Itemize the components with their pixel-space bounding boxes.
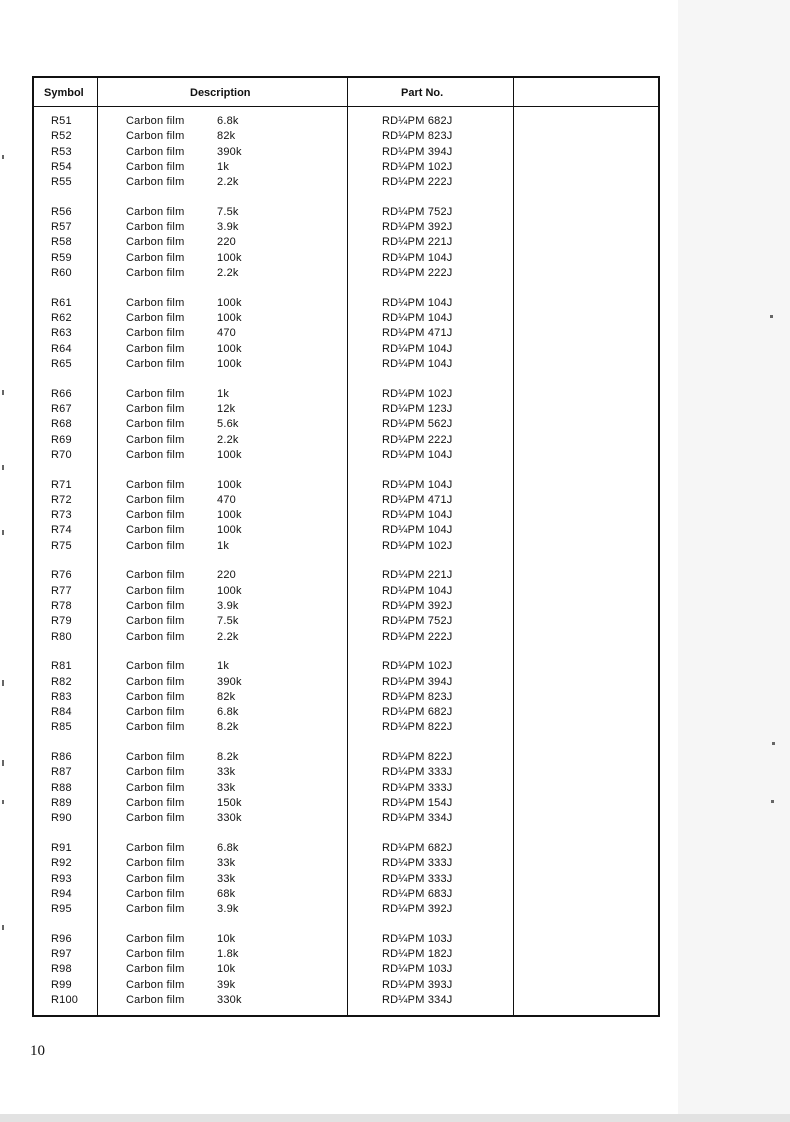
cell-value: 100k — [217, 524, 242, 537]
cell-part-no: RD¼PM 104J — [382, 296, 453, 309]
cell-value: 10k — [217, 932, 236, 945]
cell-symbol: R54 — [51, 160, 72, 173]
cell-part-no: RD¼PM 104J — [382, 312, 453, 325]
cell-symbol: R98 — [51, 963, 72, 976]
cell-value: 1.8k — [217, 948, 239, 961]
cell-part-no: RD¼PM 823J — [382, 690, 453, 703]
cell-symbol: R64 — [51, 342, 72, 355]
cell-symbol: R61 — [51, 296, 72, 309]
scan-mark — [2, 530, 4, 535]
row-group — [34, 841, 658, 917]
cell-symbol: R59 — [51, 251, 72, 264]
cell-part-no: RD¼PM 104J — [382, 251, 453, 264]
row-group — [34, 114, 658, 190]
cell-value: 100k — [217, 251, 242, 264]
cell-symbol: R88 — [51, 781, 72, 794]
cell-type: Carbon film — [126, 978, 185, 991]
cell-part-no: RD¼PM 683J — [382, 887, 453, 900]
cell-value: 6.8k — [217, 842, 239, 854]
cell-symbol: R93 — [51, 872, 72, 885]
cell-value: 2.2k — [217, 176, 239, 189]
cell-part-no: RD¼PM 562J — [382, 418, 453, 431]
scan-mark — [2, 155, 4, 159]
cell-value: 100k — [217, 478, 242, 491]
table-row — [34, 659, 658, 674]
row-group — [34, 296, 658, 372]
cell-part-no: RD¼PM 104J — [382, 509, 453, 522]
cell-part-no: RD¼PM 104J — [382, 357, 453, 370]
cell-value: 33k — [217, 872, 236, 885]
cell-part-no: RD¼PM 222J — [382, 433, 453, 446]
scan-mark — [772, 742, 775, 745]
cell-part-no: RD¼PM 104J — [382, 524, 453, 537]
table-row — [34, 175, 658, 190]
cell-type: Carbon film — [126, 160, 185, 173]
table-row — [34, 796, 658, 811]
cell-type: Carbon film — [126, 387, 185, 400]
cell-symbol: R66 — [51, 387, 72, 400]
cell-value: 220 — [217, 569, 236, 582]
cell-type: Carbon film — [126, 887, 185, 900]
cell-type: Carbon film — [126, 842, 185, 854]
cell-type: Carbon film — [126, 448, 185, 461]
cell-symbol: R87 — [51, 766, 72, 779]
table-row — [34, 568, 658, 583]
table-row — [34, 993, 658, 1008]
scan-mark — [2, 925, 4, 930]
cell-value: 3.9k — [217, 903, 239, 916]
table-row — [34, 205, 658, 220]
cell-type: Carbon film — [126, 524, 185, 537]
table-row — [34, 811, 658, 826]
table-row — [34, 448, 658, 463]
table-row — [34, 584, 658, 599]
table-row — [34, 266, 658, 281]
cell-value: 7.5k — [217, 615, 239, 628]
table-row — [34, 220, 658, 235]
scan-mark — [2, 465, 4, 470]
cell-symbol: R74 — [51, 524, 72, 537]
cell-value: 1k — [217, 660, 230, 673]
cell-symbol: R79 — [51, 615, 72, 628]
table-row — [34, 675, 658, 690]
cell-type: Carbon film — [126, 948, 185, 961]
cell-symbol: R63 — [51, 327, 72, 340]
cell-value: 100k — [217, 342, 242, 355]
table-row — [34, 690, 658, 705]
cell-value: 33k — [217, 781, 236, 794]
cell-type: Carbon film — [126, 509, 185, 522]
cell-type: Carbon film — [126, 296, 185, 309]
cell-type: Carbon film — [126, 342, 185, 355]
cell-part-no: RD¼PM 822J — [382, 751, 453, 764]
cell-part-no: RD¼PM 823J — [382, 130, 453, 143]
cell-value: 470 — [217, 493, 236, 506]
cell-value: 100k — [217, 584, 242, 597]
table-row — [34, 765, 658, 780]
cell-type: Carbon film — [126, 812, 185, 825]
cell-symbol: R53 — [51, 145, 72, 158]
page-edge-shadow — [678, 0, 790, 1122]
cell-symbol: R78 — [51, 599, 72, 612]
cell-part-no: RD¼PM 822J — [382, 721, 453, 734]
table-row — [34, 978, 658, 993]
table-row — [34, 478, 658, 493]
cell-part-no: RD¼PM 104J — [382, 584, 453, 597]
cell-value: 82k — [217, 130, 236, 143]
row-group — [34, 659, 658, 735]
cell-part-no: RD¼PM 393J — [382, 978, 453, 991]
cell-type: Carbon film — [126, 584, 185, 597]
cell-part-no: RD¼PM 221J — [382, 569, 453, 582]
bottom-edge-strip — [0, 1114, 790, 1122]
cell-type: Carbon film — [126, 932, 185, 945]
cell-part-no: RD¼PM 752J — [382, 615, 453, 628]
cell-symbol: R52 — [51, 130, 72, 143]
row-group — [34, 205, 658, 281]
cell-symbol: R100 — [51, 994, 79, 1007]
cell-part-no: RD¼PM 392J — [382, 221, 453, 234]
cell-part-no: RD¼PM 222J — [382, 630, 453, 643]
scan-mark — [770, 315, 773, 318]
cell-part-no: RD¼PM 102J — [382, 160, 453, 173]
cell-type: Carbon film — [126, 312, 185, 325]
cell-type: Carbon film — [126, 221, 185, 234]
cell-value: 1k — [217, 539, 230, 552]
cell-type: Carbon film — [126, 115, 185, 127]
cell-value: 100k — [217, 296, 242, 309]
cell-symbol: R90 — [51, 812, 72, 825]
cell-value: 7.5k — [217, 205, 239, 218]
cell-value: 100k — [217, 312, 242, 325]
cell-type: Carbon film — [126, 251, 185, 264]
cell-symbol: R85 — [51, 721, 72, 734]
cell-symbol: R72 — [51, 493, 72, 506]
table-row — [34, 887, 658, 902]
cell-symbol: R84 — [51, 706, 72, 719]
cell-symbol: R83 — [51, 690, 72, 703]
cell-symbol: R58 — [51, 236, 72, 249]
cell-type: Carbon film — [126, 493, 185, 506]
cell-symbol: R69 — [51, 433, 72, 446]
cell-part-no: RD¼PM 334J — [382, 994, 453, 1007]
cell-part-no: RD¼PM 102J — [382, 387, 453, 400]
table-row — [34, 705, 658, 720]
cell-part-no: RD¼PM 392J — [382, 903, 453, 916]
cell-type: Carbon film — [126, 721, 185, 734]
cell-part-no: RD¼PM 471J — [382, 327, 453, 340]
table-row — [34, 357, 658, 372]
scan-mark — [2, 760, 4, 766]
cell-symbol: R96 — [51, 932, 72, 945]
cell-value: 5.6k — [217, 418, 239, 431]
header-description: Description — [190, 87, 251, 99]
cell-symbol: R73 — [51, 509, 72, 522]
table-header — [34, 78, 658, 107]
cell-type: Carbon film — [126, 781, 185, 794]
cell-value: 10k — [217, 963, 236, 976]
cell-symbol: R97 — [51, 948, 72, 961]
cell-type: Carbon film — [126, 963, 185, 976]
cell-type: Carbon film — [126, 357, 185, 370]
cell-type: Carbon film — [126, 706, 185, 719]
cell-part-no: RD¼PM 333J — [382, 857, 453, 870]
cell-value: 8.2k — [217, 721, 239, 734]
cell-value: 330k — [217, 812, 242, 825]
cell-value: 1k — [217, 387, 230, 400]
cell-part-no: RD¼PM 104J — [382, 342, 453, 355]
cell-value: 33k — [217, 766, 236, 779]
cell-part-no: RD¼PM 394J — [382, 675, 453, 688]
page-number: 10 — [30, 1043, 45, 1059]
cell-symbol: R82 — [51, 675, 72, 688]
cell-type: Carbon film — [126, 630, 185, 643]
cell-type: Carbon film — [126, 205, 185, 218]
cell-symbol: R86 — [51, 751, 72, 764]
cell-part-no: RD¼PM 154J — [382, 797, 453, 810]
header-part-no: Part No. — [401, 87, 444, 99]
table-row — [34, 599, 658, 614]
cell-part-no: RD¼PM 222J — [382, 176, 453, 189]
cell-symbol: R99 — [51, 978, 72, 991]
cell-part-no: RD¼PM 471J — [382, 493, 453, 506]
cell-symbol: R56 — [51, 205, 72, 218]
cell-symbol: R71 — [51, 478, 72, 491]
cell-symbol: R92 — [51, 857, 72, 870]
table-row — [34, 387, 658, 402]
table-row — [34, 114, 658, 129]
cell-part-no: RD¼PM 104J — [382, 448, 453, 461]
cell-value: 100k — [217, 357, 242, 370]
table-row — [34, 781, 658, 796]
table-row — [34, 932, 658, 947]
cell-type: Carbon film — [126, 751, 185, 764]
cell-symbol: R67 — [51, 402, 72, 415]
cell-type: Carbon film — [126, 539, 185, 552]
cell-part-no: RD¼PM 334J — [382, 812, 453, 825]
cell-symbol: R70 — [51, 448, 72, 461]
cell-type: Carbon film — [126, 872, 185, 885]
scan-mark — [2, 800, 4, 804]
cell-symbol: R80 — [51, 630, 72, 643]
cell-value: 390k — [217, 675, 242, 688]
table-row — [34, 841, 658, 856]
scan-mark — [2, 390, 4, 395]
cell-type: Carbon film — [126, 797, 185, 810]
table-row — [34, 614, 658, 629]
cell-value: 2.2k — [217, 630, 239, 643]
cell-symbol: R68 — [51, 418, 72, 431]
cell-value: 330k — [217, 994, 242, 1007]
table-row — [34, 947, 658, 962]
cell-type: Carbon film — [126, 660, 185, 673]
table-row — [34, 417, 658, 432]
cell-part-no: RD¼PM 682J — [382, 842, 453, 854]
cell-type: Carbon film — [126, 766, 185, 779]
cell-symbol: R60 — [51, 267, 72, 280]
cell-value: 82k — [217, 690, 236, 703]
cell-value: 8.2k — [217, 751, 239, 764]
cell-part-no: RD¼PM 102J — [382, 660, 453, 673]
cell-value: 12k — [217, 402, 236, 415]
cell-symbol: R91 — [51, 842, 72, 854]
cell-type: Carbon film — [126, 903, 185, 916]
cell-value: 39k — [217, 978, 236, 991]
cell-type: Carbon film — [126, 478, 185, 491]
cell-part-no: RD¼PM 123J — [382, 402, 453, 415]
cell-symbol: R76 — [51, 569, 72, 582]
cell-part-no: RD¼PM 752J — [382, 205, 453, 218]
cell-symbol: R77 — [51, 584, 72, 597]
cell-part-no: RD¼PM 394J — [382, 145, 453, 158]
row-group — [34, 478, 658, 554]
cell-part-no: RD¼PM 103J — [382, 932, 453, 945]
cell-type: Carbon film — [126, 569, 185, 582]
cell-value: 68k — [217, 887, 236, 900]
cell-symbol: R81 — [51, 660, 72, 673]
cell-value: 390k — [217, 145, 242, 158]
cell-symbol: R57 — [51, 221, 72, 234]
cell-type: Carbon film — [126, 327, 185, 340]
cell-value: 150k — [217, 797, 242, 810]
cell-part-no: RD¼PM 222J — [382, 267, 453, 280]
cell-part-no: RD¼PM 104J — [382, 478, 453, 491]
cell-value: 2.2k — [217, 433, 239, 446]
table-row — [34, 402, 658, 417]
parts-table — [32, 76, 660, 1017]
cell-type: Carbon film — [126, 675, 185, 688]
table-row — [34, 750, 658, 765]
cell-value: 220 — [217, 236, 236, 249]
cell-type: Carbon film — [126, 402, 185, 415]
cell-part-no: RD¼PM 221J — [382, 236, 453, 249]
cell-type: Carbon film — [126, 130, 185, 143]
table-row — [34, 902, 658, 917]
cell-part-no: RD¼PM 333J — [382, 872, 453, 885]
cell-symbol: R75 — [51, 539, 72, 552]
cell-part-no: RD¼PM 333J — [382, 781, 453, 794]
cell-value: 6.8k — [217, 706, 239, 719]
table-row — [34, 160, 658, 175]
row-group — [34, 387, 658, 463]
table-row — [34, 311, 658, 326]
cell-part-no: RD¼PM 333J — [382, 766, 453, 779]
table-row — [34, 523, 658, 538]
table-row — [34, 508, 658, 523]
cell-part-no: RD¼PM 682J — [382, 706, 453, 719]
row-group — [34, 750, 658, 826]
table-row — [34, 251, 658, 266]
table-row — [34, 872, 658, 887]
cell-type: Carbon film — [126, 267, 185, 280]
cell-value: 33k — [217, 857, 236, 870]
table-row — [34, 145, 658, 160]
cell-type: Carbon film — [126, 599, 185, 612]
cell-symbol: R51 — [51, 115, 72, 127]
table-row — [34, 493, 658, 508]
cell-type: Carbon film — [126, 690, 185, 703]
cell-type: Carbon film — [126, 857, 185, 870]
table-row — [34, 630, 658, 645]
cell-value: 100k — [217, 509, 242, 522]
cell-part-no: RD¼PM 102J — [382, 539, 453, 552]
cell-value: 3.9k — [217, 599, 239, 612]
cell-type: Carbon film — [126, 176, 185, 189]
cell-type: Carbon film — [126, 994, 185, 1007]
row-group — [34, 932, 658, 1008]
scan-mark — [771, 800, 774, 803]
cell-type: Carbon film — [126, 418, 185, 431]
cell-symbol: R55 — [51, 176, 72, 189]
cell-symbol: R65 — [51, 357, 72, 370]
row-group — [34, 568, 658, 644]
cell-symbol: R62 — [51, 312, 72, 325]
cell-symbol: R94 — [51, 887, 72, 900]
cell-symbol: R95 — [51, 903, 72, 916]
cell-part-no: RD¼PM 682J — [382, 115, 453, 127]
table-row — [34, 326, 658, 341]
cell-value: 2.2k — [217, 267, 239, 280]
table-row — [34, 962, 658, 977]
cell-part-no: RD¼PM 182J — [382, 948, 453, 961]
cell-value: 3.9k — [217, 221, 239, 234]
table-row — [34, 433, 658, 448]
scan-mark — [2, 680, 4, 686]
table-row — [34, 856, 658, 871]
cell-type: Carbon film — [126, 236, 185, 249]
cell-value: 1k — [217, 160, 230, 173]
table-row — [34, 342, 658, 357]
cell-type: Carbon film — [126, 615, 185, 628]
header-symbol: Symbol — [44, 87, 84, 99]
cell-type: Carbon film — [126, 145, 185, 158]
table-row — [34, 539, 658, 554]
table-row — [34, 235, 658, 250]
cell-part-no: RD¼PM 103J — [382, 963, 453, 976]
table-row — [34, 720, 658, 735]
table-body — [34, 114, 658, 1023]
table-row — [34, 296, 658, 311]
cell-value: 6.8k — [217, 115, 239, 127]
cell-symbol: R89 — [51, 797, 72, 810]
cell-value: 470 — [217, 327, 236, 340]
cell-type: Carbon film — [126, 433, 185, 446]
table-row — [34, 129, 658, 144]
cell-value: 100k — [217, 448, 242, 461]
cell-part-no: RD¼PM 392J — [382, 599, 453, 612]
